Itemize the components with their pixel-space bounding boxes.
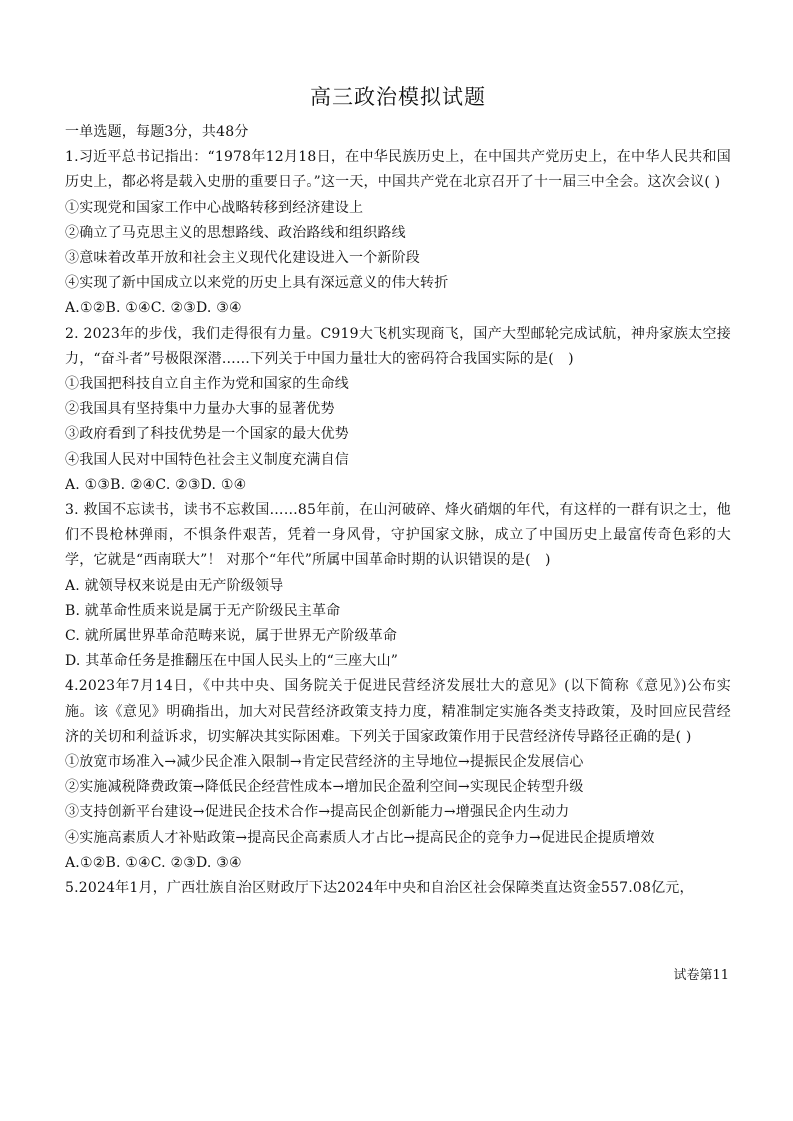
option-item: ②我国具有坚持集中力量办大事的显著优势 — [65, 401, 335, 418]
option-item: ①我国把科技自立自主作为党和国家的生命线 — [65, 376, 349, 393]
answer-option: D. 其革命任务是推翻压在中国人民头上的“三座大山” — [65, 653, 399, 670]
question-stem: 4.2023年7月14日，《中共中央、国务院关于促进民营经济发展壮大的意见》(以下简称《意见》)公布实施。该《意见》明确指出，加大对民营经济政策支持力度，精准制定实施各类支持政策，及时回应民营经济的关切和利益诉求，切实解决其实际困难。下列关于国家政策作用于民营经济传导路径正确的是( ) — [65, 678, 731, 745]
answer-choices: A. ①③B. ②④C. ②③D. ①④ — [65, 476, 247, 493]
option-item: ③意味着改革开放和社会主义现代化建设进入一个新阶段 — [65, 250, 420, 267]
option-item: ②确立了马克思主义的思想路线、政治路线和组织路线 — [65, 224, 406, 241]
option-item: ③政府看到了科技优势是一个国家的最大优势 — [65, 426, 349, 443]
answer-choices: A.①②B. ①④C. ②③D. ③④ — [65, 854, 242, 871]
answer-option: C. 就所属世界革命范畴来说，属于世界无产阶级革命 — [65, 628, 398, 645]
option-item: ③支持创新平台建设→促进民企技术合作→提高民企创新能力→增强民企内生动力 — [65, 804, 570, 821]
option-item: ④实现了新中国成立以来党的历史上具有深远意义的伟大转折 — [65, 275, 449, 292]
answer-option: A. 就领导权来说是由无产阶级领导 — [65, 577, 284, 594]
question-4 — [65, 674, 731, 876]
option-item: ②实施减税降费政策→降低民企经营性成本→增加民企盈利空间→实现民企转型升级 — [65, 779, 584, 796]
question-1 — [65, 145, 731, 321]
question-stem: 2. 2023年的步伐，我们走得很有力量。C919大飞机实现商飞，国产大型邮轮完成试航，神舟家族太空接力，“奋斗者”号极限深潜……下列关于中国力量壮大的密码符合我国实际的是( ) — [65, 325, 731, 367]
question-3 — [65, 498, 731, 674]
answer-option: B. 就革命性质来说是属于无产阶级民主革命 — [65, 602, 341, 619]
option-item: ①实现党和国家工作中心战略转移到经济建设上 — [65, 199, 364, 216]
page-title: 高三政治模拟试题 — [310, 85, 486, 109]
question-5 — [65, 876, 731, 901]
page-footer: 试卷第11 — [673, 968, 729, 983]
question-stem: 3. 救国不忘读书，读书不忘救国……85年前，在山河破碎、烽火硝烟的年代，有这样的一群有识之士，他们不畏枪林弹雨，不惧条件艰苦，凭着一身风骨，守护国家文脉，成立了中国历史上最富传奇色彩的大学，它就是“西南联大”！ 对那个“年代”所属中国革命时期的认识错误的是( ) — [65, 502, 731, 569]
question-stem: 1.习近平总书记指出：“1978年12月18日，在中华民族历史上，在中国共产党历史上，在中华人民共和国历史上，都必将是载入史册的重要日子。”这一天，中国共产党在北京召开了十一届三中全会。这次会议( ) — [65, 149, 731, 191]
option-item: ①放宽市场准入→减少民企准入限制→肯定民营经济的主导地位→提振民企发展信心 — [65, 754, 584, 771]
option-item: ④实施高素质人才补贴政策→提高民企高素质人才占比→提高民企的竞争力→促进民企提质增效 — [65, 829, 655, 846]
answer-choices: A.①②B. ①④C. ②③D. ③④ — [65, 300, 242, 317]
option-item: ④我国人民对中国特色社会主义制度充满自信 — [65, 451, 349, 468]
question-2 — [65, 322, 731, 498]
section-heading: 一单选题，每题3分，共48分 — [65, 124, 249, 140]
question-stem: 5.2024年1月，广西壮族自治区财政厅下达2024年中央和自治区社会保障类直达资金557.08亿元， — [65, 880, 694, 897]
